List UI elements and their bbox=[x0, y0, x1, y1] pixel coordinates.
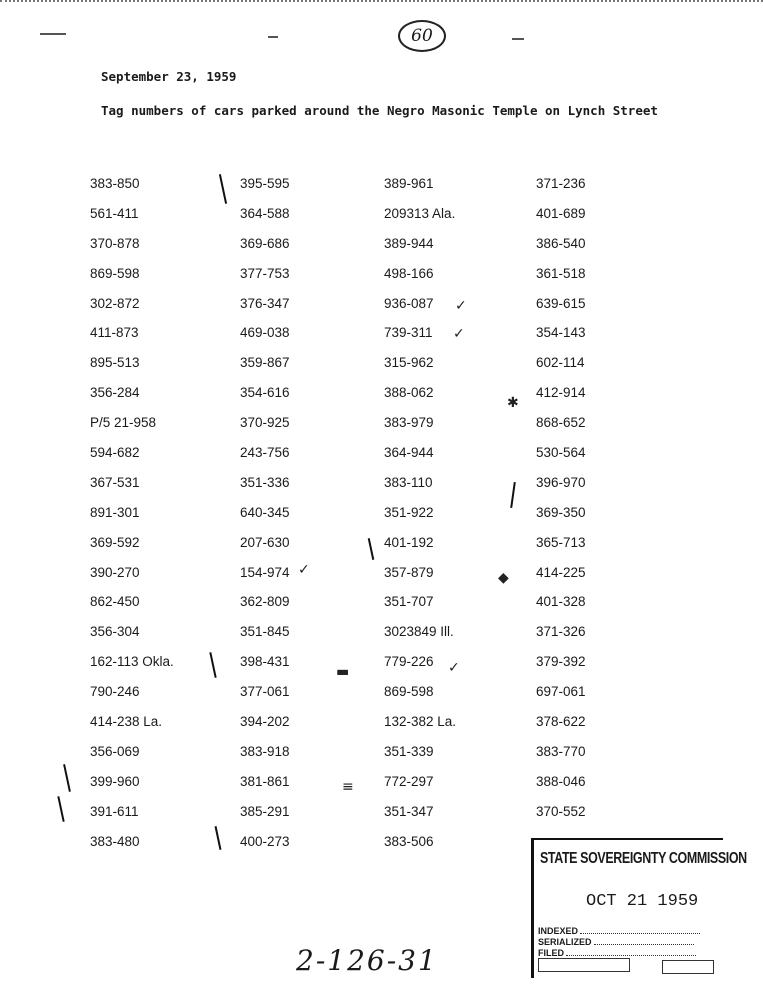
tag-number: 132-382 La. bbox=[384, 714, 457, 730]
tag-number: 362-809 bbox=[240, 594, 290, 610]
ink-blot-icon: ◆ bbox=[498, 570, 509, 586]
tag-number: 869-598 bbox=[384, 684, 434, 700]
check-mark-icon: ✓ bbox=[455, 298, 467, 314]
stamp-box bbox=[538, 958, 630, 972]
tag-number: 395-595 bbox=[240, 176, 290, 191]
tag-number: 383-506 bbox=[384, 833, 434, 849]
tag-number: 369-350 bbox=[536, 504, 586, 520]
tag-number: 383-918 bbox=[240, 743, 290, 759]
handwritten-tick-mark bbox=[57, 796, 64, 822]
tag-number: 383-110 bbox=[384, 474, 433, 490]
tag-number: 639-615 bbox=[536, 295, 586, 311]
tag-number: 389-944 bbox=[384, 235, 434, 251]
tag-number: 383-850 bbox=[90, 176, 140, 191]
tag-number: 351-845 bbox=[240, 624, 290, 640]
tag-number: 379-392 bbox=[536, 654, 586, 670]
tag-number: 602-114 bbox=[536, 355, 585, 371]
check-mark-icon: ✓ bbox=[448, 660, 460, 676]
tag-number: 936-087 bbox=[384, 295, 434, 311]
tag-number: 357-879 bbox=[384, 564, 434, 580]
tag-number: 383-480 bbox=[90, 833, 140, 849]
stamp-filed bbox=[538, 948, 696, 958]
tag-number: 364-944 bbox=[384, 445, 434, 461]
check-mark-icon: ✓ bbox=[453, 326, 465, 342]
tag-number: 412-914 bbox=[536, 385, 586, 401]
tag-number: 207-630 bbox=[240, 534, 290, 550]
stamp-serialized bbox=[538, 937, 694, 947]
stamp-indexed bbox=[538, 926, 700, 936]
tag-number: 351-336 bbox=[240, 474, 290, 490]
tag-number: 365-713 bbox=[536, 534, 586, 550]
tag-number: 371-236 bbox=[536, 176, 586, 191]
ink-blot-icon: ✱ bbox=[507, 395, 519, 411]
top-dotted-edge bbox=[0, 0, 763, 4]
tag-number: 398-431 bbox=[240, 654, 290, 670]
tag-number: 377-061 bbox=[240, 684, 290, 700]
tag-column-3 bbox=[384, 176, 456, 863]
stamp-filed-label: FILED bbox=[538, 948, 564, 958]
tag-number: 401-328 bbox=[536, 594, 586, 610]
page-number: 60 bbox=[398, 20, 446, 52]
tag-number: 414-238 La. bbox=[90, 714, 163, 730]
tag-column-1 bbox=[90, 176, 174, 863]
tag-number: 869-598 bbox=[90, 265, 140, 281]
tag-number: 354-616 bbox=[240, 385, 290, 401]
tag-number: 359-867 bbox=[240, 355, 290, 371]
tag-number: 594-682 bbox=[90, 445, 140, 461]
tag-number: 370-925 bbox=[240, 415, 290, 431]
handwritten-tick-mark bbox=[215, 826, 222, 850]
tag-number: 378-622 bbox=[536, 714, 586, 730]
tag-number: 388-046 bbox=[536, 773, 586, 789]
handwritten-tick-mark bbox=[219, 174, 227, 204]
tag-number: 356-069 bbox=[90, 743, 140, 759]
stamp-agency: STATE SOVEREIGNTY COMMISSION bbox=[540, 850, 747, 867]
tag-number: 862-450 bbox=[90, 594, 140, 610]
stamp-indexed-label: INDEXED bbox=[538, 926, 579, 936]
tag-number: 302-872 bbox=[90, 295, 140, 311]
tag-number: 381-861 bbox=[240, 773, 290, 789]
tag-number: 498-166 bbox=[384, 265, 434, 281]
document-date: September 23, 1959 bbox=[101, 69, 237, 84]
tag-number: 411-873 bbox=[90, 325, 139, 341]
ink-blot-icon: ≡ bbox=[342, 779, 354, 795]
tag-number: 376-347 bbox=[240, 295, 290, 311]
tag-number: 414-225 bbox=[536, 564, 586, 580]
stamp-date: OCT 21 1959 bbox=[586, 892, 699, 911]
tag-number: 561-411 bbox=[90, 205, 139, 221]
handwritten-tick-mark bbox=[209, 652, 216, 678]
tag-column-2 bbox=[240, 176, 290, 863]
file-number: 2-126-31 bbox=[296, 944, 438, 977]
tag-number: 243-756 bbox=[240, 445, 290, 461]
stamp-serialized-label: SERIALIZED bbox=[538, 937, 592, 947]
tag-number: 389-961 bbox=[384, 176, 434, 191]
tag-number: 356-284 bbox=[90, 385, 140, 401]
tag-number: 390-270 bbox=[90, 564, 140, 580]
tag-number: 772-297 bbox=[384, 773, 434, 789]
handwritten-tick-mark bbox=[368, 538, 375, 560]
tag-number: 790-246 bbox=[90, 684, 140, 700]
tag-number: 364-588 bbox=[240, 205, 290, 221]
tag-number: 369-592 bbox=[90, 534, 140, 550]
tag-number: 351-339 bbox=[384, 743, 434, 759]
tag-number: 640-345 bbox=[240, 504, 290, 520]
tag-number: P/5 21-958 bbox=[90, 415, 157, 431]
tag-number: 377-753 bbox=[240, 265, 290, 281]
tag-number: 315-962 bbox=[384, 355, 434, 371]
tag-number: 779-226 bbox=[384, 654, 434, 670]
tag-column-4 bbox=[536, 176, 586, 834]
tag-number: 154-974 bbox=[240, 564, 290, 580]
tag-number: 354-143 bbox=[536, 325, 586, 341]
tag-number: 383-979 bbox=[384, 415, 434, 431]
check-mark-icon: ✓ bbox=[298, 562, 310, 578]
tag-number: 386-540 bbox=[536, 235, 586, 251]
document-title: Tag numbers of cars parked around the Negro Masonic Temple on Lynch Street bbox=[101, 103, 658, 118]
tag-number: 209313 Ala. bbox=[384, 205, 456, 221]
tag-number: 356-304 bbox=[90, 624, 140, 640]
tag-number: 401-689 bbox=[536, 205, 586, 221]
tag-number: 399-960 bbox=[90, 773, 140, 789]
tag-number: 351-922 bbox=[384, 504, 434, 520]
tag-number: 370-878 bbox=[90, 235, 140, 251]
tag-number: 361-518 bbox=[536, 265, 586, 281]
tag-number: 388-062 bbox=[384, 385, 434, 401]
tag-number: 391-611 bbox=[90, 803, 139, 819]
tag-number: 401-192 bbox=[384, 534, 434, 550]
tag-number: 3023849 Ill. bbox=[384, 624, 454, 640]
handwritten-tick-mark bbox=[63, 764, 71, 792]
tag-number: 367-531 bbox=[90, 474, 140, 490]
scan-speck bbox=[512, 38, 524, 40]
tag-number: 396-970 bbox=[536, 474, 586, 490]
tag-number: 400-273 bbox=[240, 833, 290, 849]
pen-stroke-icon: ▬ bbox=[336, 664, 350, 680]
tag-number: 351-347 bbox=[384, 803, 434, 819]
tag-number: 394-202 bbox=[240, 714, 290, 730]
tag-number: 739-311 bbox=[384, 325, 433, 341]
tag-number: 370-552 bbox=[536, 803, 586, 819]
received-stamp bbox=[531, 838, 747, 978]
tag-number: 469-038 bbox=[240, 325, 290, 341]
tag-number: 351-707 bbox=[384, 594, 434, 610]
tag-number: 371-326 bbox=[536, 624, 586, 640]
tag-number: 530-564 bbox=[536, 445, 586, 461]
stamp-box bbox=[662, 960, 714, 974]
tag-number: 697-061 bbox=[536, 684, 586, 700]
tag-number: 369-686 bbox=[240, 235, 290, 251]
tag-number: 162-113 Okla. bbox=[90, 654, 174, 670]
scan-speck bbox=[40, 33, 66, 35]
tag-number: 895-513 bbox=[90, 355, 140, 371]
handwritten-tick-mark bbox=[510, 482, 516, 508]
tag-number: 383-770 bbox=[536, 743, 586, 759]
tag-number: 868-652 bbox=[536, 415, 586, 431]
tag-number: 891-301 bbox=[90, 504, 140, 520]
tag-number: 385-291 bbox=[240, 803, 290, 819]
scan-speck bbox=[268, 36, 278, 38]
